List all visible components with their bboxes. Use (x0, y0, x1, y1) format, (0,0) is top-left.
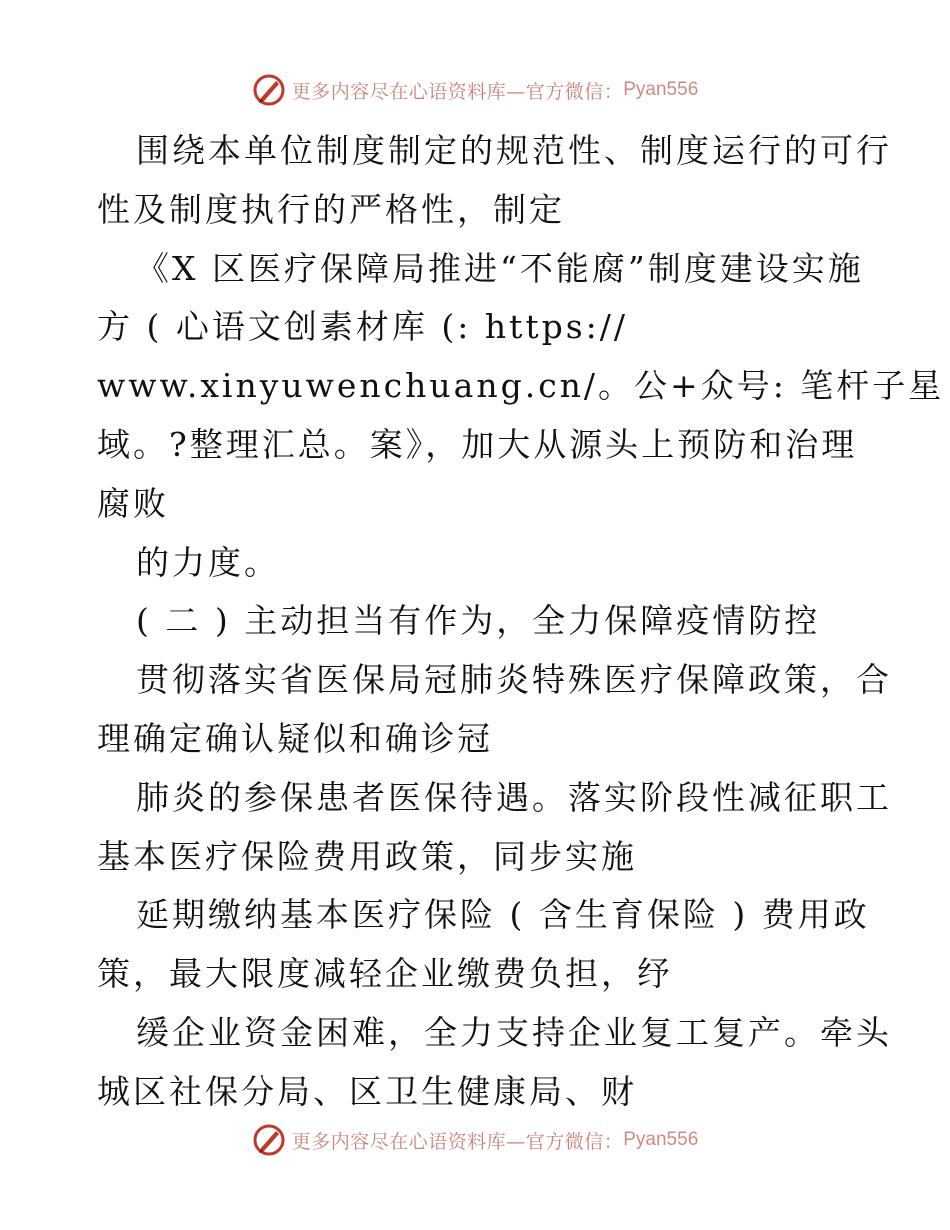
footer-banner (0, 1120, 950, 1160)
text-line: 的力度。 (136, 542, 280, 582)
text-line: 贯彻落实省医保局冠肺炎特殊医疗保障政策，合 (136, 660, 892, 700)
text-line: 延期缴纳基本医疗保险 ( 含生育保险 ) 费用政 (136, 895, 870, 935)
document-body (97, 122, 945, 1122)
text-line: 性及制度执行的严格性，制定 (97, 189, 565, 229)
text-line: ( 二 ) 主动担当有作为，全力保障疫情防控 (136, 601, 821, 641)
text-line: 《X 区医疗保障局推进“不能腐”制度建设实施 (136, 248, 864, 288)
text-line: 理确定确认疑似和确诊冠 (97, 718, 493, 758)
text-line: 域。?整理汇总。案》，加大从源头上预防和治理 (97, 424, 858, 464)
header-banner (0, 70, 950, 110)
text-line: 肺炎的参保患者医保待遇。落实阶段性减征职工 (136, 777, 892, 817)
text-line: 围绕本单位制度制定的规范性、制度运行的可行 (136, 131, 892, 170)
text-line: 策，最大限度减轻企业缴费负担，纾 (97, 954, 673, 994)
pen-logo-icon (252, 1123, 286, 1157)
text-line: 城区社保分局、区卫生健康局、财 (97, 1071, 637, 1111)
text-line: 基本医疗保险费用政策，同步实施 (97, 836, 637, 876)
text-line: 方 ( 心语文创素材库 (: https:// (97, 307, 629, 347)
text-line: 缓企业资金困难，全力支持企业复工复产。牵头 (136, 1012, 892, 1052)
text-line: 腐败 (97, 483, 169, 523)
banner-wechat-id: Pyan556 (623, 1129, 699, 1150)
pen-logo-icon (252, 73, 286, 107)
text-line: www.xinyuwenchuang.cn/。公+众号: 笔杆子星 (97, 366, 945, 406)
banner-text: 更多内容尽在心语资料库—官方微信： (291, 1130, 624, 1153)
banner-wechat-id: Pyan556 (623, 79, 699, 100)
banner-text: 更多内容尽在心语资料库—官方微信： (291, 80, 624, 103)
